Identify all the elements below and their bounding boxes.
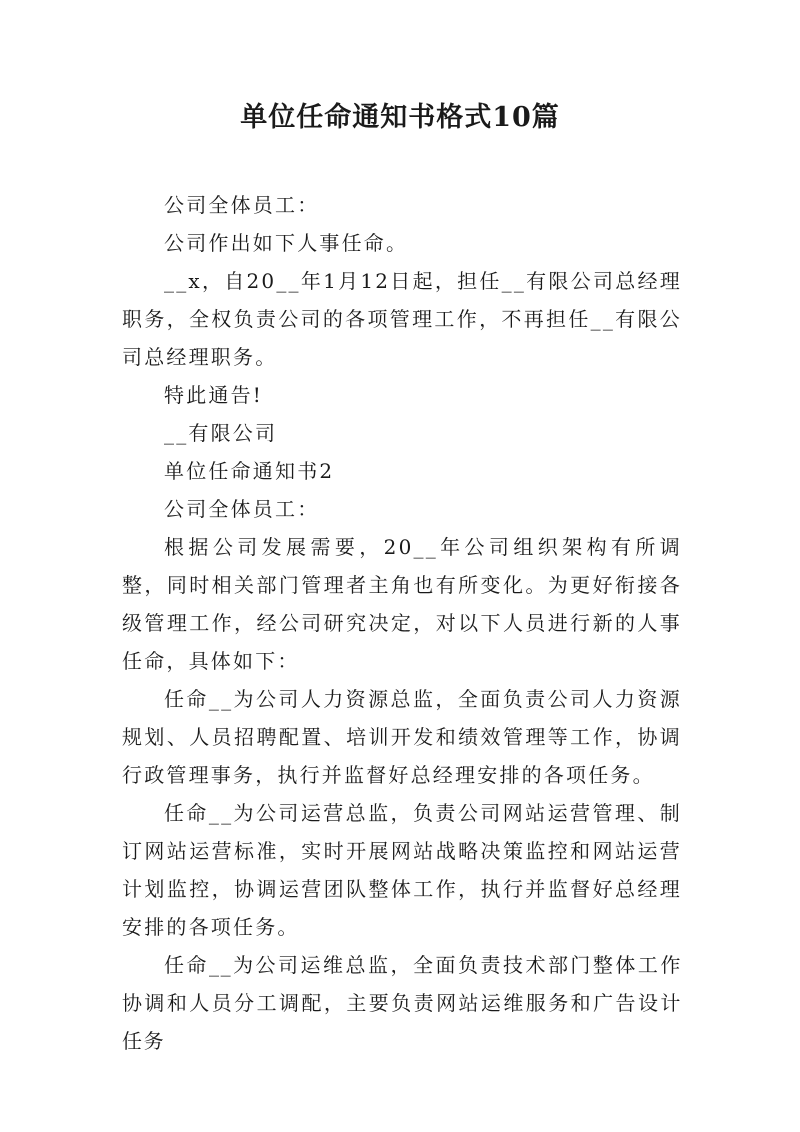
paragraph: 公司全体员工：	[164, 193, 320, 217]
document-body	[122, 186, 682, 1060]
paragraph: 特此通告!	[164, 383, 264, 407]
paragraph: __有限公司	[164, 421, 278, 445]
paragraph: 任命__为公司运营总监，负责公司网站运营管理、制订网站运营标准，实时开展网站战略决策监控和网站运营计划监控，协调运营团队整体工作，执行并监督好总经理安排的各项任务。	[122, 801, 682, 939]
paragraph: 任命__为公司人力资源总监，全面负责公司人力资源规划、人员招聘配置、培训开发和绩效管理等工作，协调行政管理事务，执行并监督好总经理安排的各项任务。	[122, 687, 682, 787]
paragraph: 公司作出如下人事任命。	[164, 231, 409, 255]
paragraph: 单位任命通知书2	[164, 459, 335, 483]
paragraph: __x，自20__年1月12日起，担任__有限公司总经理职务，全权负责公司的各项管理工作，不再担任__有限公司总经理职务。	[122, 269, 682, 369]
paragraph: 任命__为公司运维总监，全面负责技术部门整体工作协调和人员分工调配，主要负责网站运维服务和广告设计任务	[122, 953, 682, 1053]
document-title: 单位任命通知书格式10篇	[240, 102, 560, 133]
paragraph: 根据公司发展需要，20__年公司组织架构有所调整，同时相关部门管理者主角也有所变化。为更好衔接各级管理工作，经公司研究决定，对以下人员进行新的人事任命，具体如下：	[122, 535, 682, 673]
paragraph: 公司全体员工：	[164, 497, 320, 521]
